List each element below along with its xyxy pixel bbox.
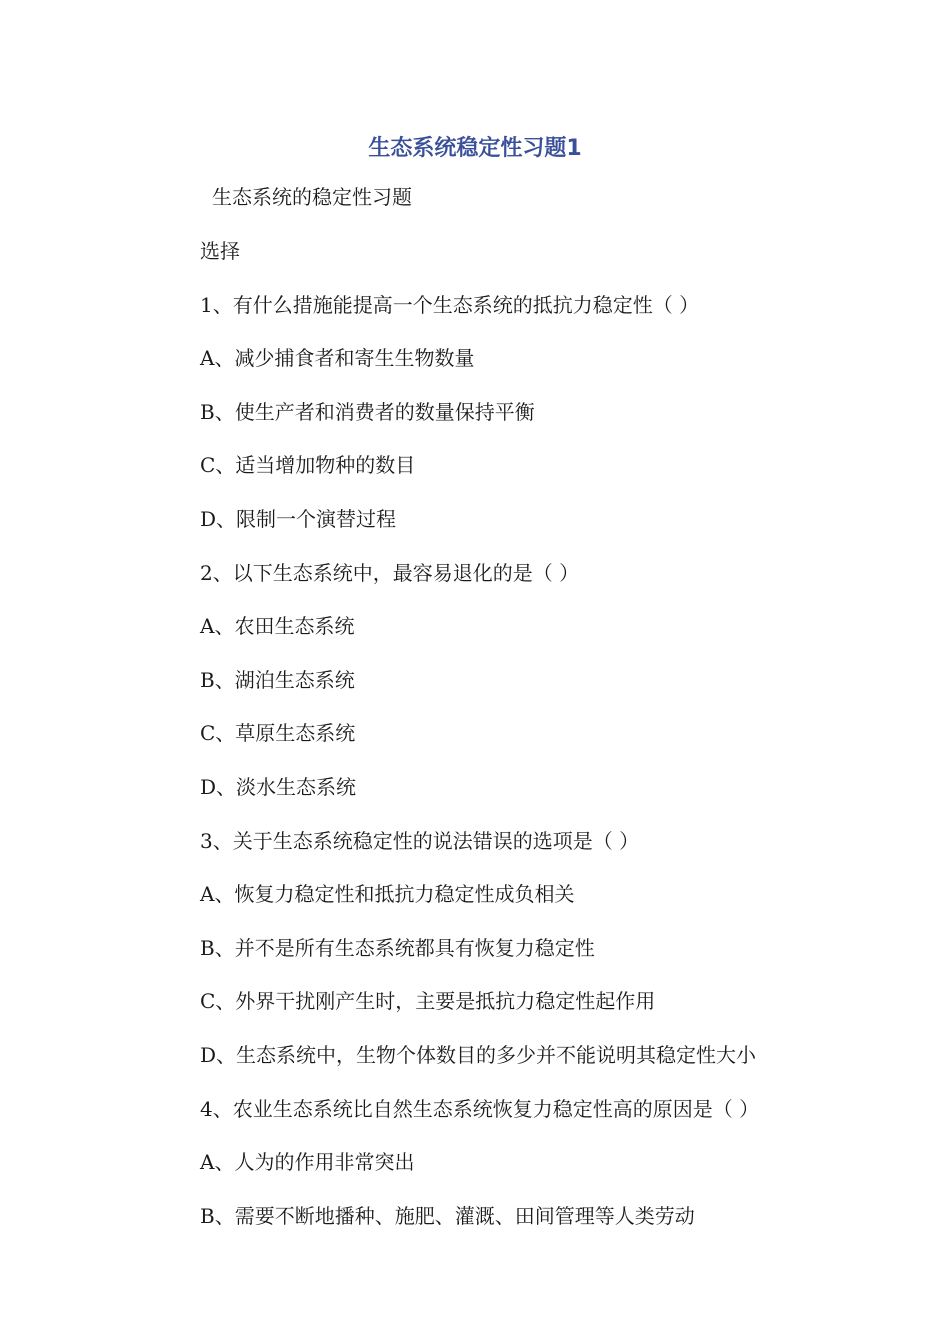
question-line: C、外界干扰刚产生时，主要是抵抗力稳定性起作用 [200,989,656,1014]
document-subtitle: 生态系统的稳定性习题 [212,185,412,209]
question-line: B、需要不断地播种、施肥、灌溉、田间管理等人类劳动 [200,1203,695,1228]
question-line: D、限制一个演替过程 [200,506,397,531]
question-line: C、草原生态系统 [200,721,356,746]
question-list [200,236,820,1254]
question-line: B、并不是所有生态系统都具有恢复力稳定性 [200,935,595,960]
question-line: 2、以下生态系统中，最容易退化的是（ ） [200,560,580,585]
question-line: D、生态系统中，生物个体数目的多少并不能说明其稳定性大小 [200,1042,757,1067]
question-line: 1、有什么措施能提高一个生态系统的抵抗力稳定性（ ） [200,292,700,317]
document-title: 生态系统稳定性习题1 [368,136,582,161]
question-line: D、淡水生态系统 [200,774,357,799]
question-line: A、恢复力稳定性和抵抗力稳定性成负相关 [200,882,575,907]
section-heading: 选择 [200,239,240,263]
question-line: A、减少捕食者和寄生生物数量 [200,346,475,371]
question-line: A、农田生态系统 [200,614,355,639]
question-line: B、湖泊生态系统 [200,667,355,692]
question-line: 4、农业生态系统比自然生态系统恢复力稳定性高的原因是（ ） [200,1096,760,1121]
question-line: 3、关于生态系统稳定性的说法错误的选项是（ ） [200,828,640,853]
question-line: A、人为的作用非常突出 [200,1150,415,1175]
question-line: C、适当增加物种的数目 [200,453,416,478]
question-line: B、使生产者和消费者的数量保持平衡 [200,399,535,424]
